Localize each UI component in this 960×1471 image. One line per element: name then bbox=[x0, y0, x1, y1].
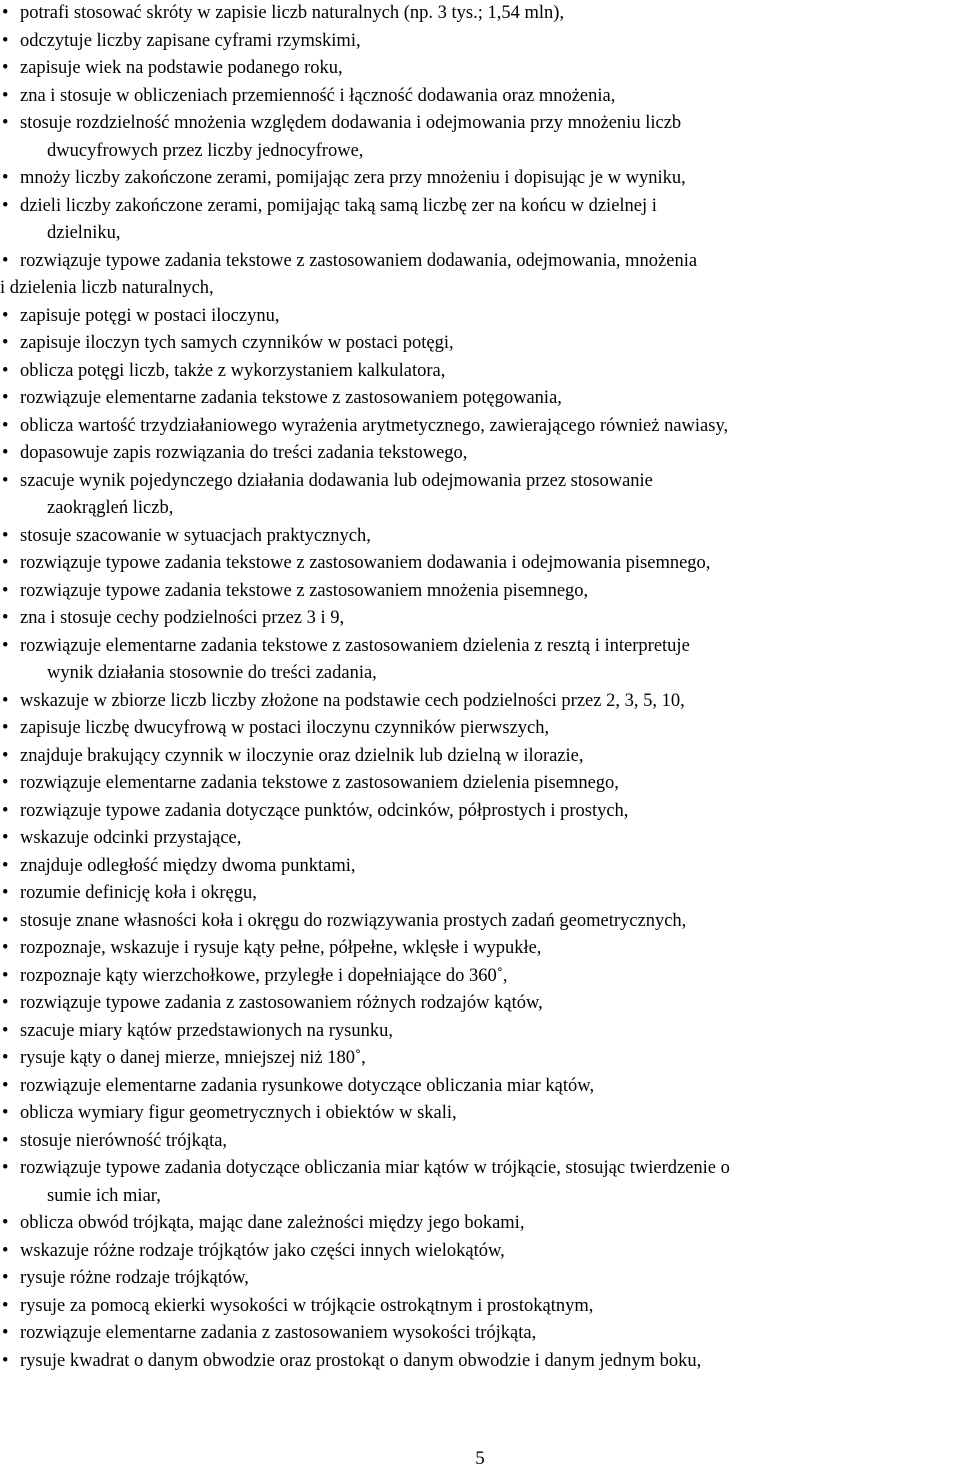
list-item-line: rozwiązuje elementarne zadania tekstowe z zastosowaniem potęgowania, bbox=[20, 388, 562, 408]
list-item bbox=[0, 1100, 960, 1128]
bullet-icon: • bbox=[2, 1158, 9, 1178]
list-item bbox=[0, 83, 960, 111]
list-item-text bbox=[0, 110, 960, 165]
bullet-icon: • bbox=[2, 580, 9, 601]
list-item-text bbox=[0, 605, 960, 633]
list-item-line: zna i stosuje w obliczeniach przemienność i łączność dodawania oraz mnożenia, bbox=[20, 85, 616, 106]
bullet-icon: • bbox=[2, 360, 9, 381]
list-item-text bbox=[0, 413, 960, 441]
list-item-line: rozwiązuje elementarne zadania rysunkowe dotyczące obliczania miar kątów, bbox=[20, 1075, 595, 1096]
list-item bbox=[0, 0, 960, 28]
list-item bbox=[0, 1073, 960, 1101]
bullet-icon: • bbox=[2, 938, 9, 958]
list-item bbox=[0, 990, 960, 1018]
list-item-line: rysuje kąty o danej mierze, mniejszej niż 180˚, bbox=[20, 1048, 366, 1068]
list-item-text bbox=[0, 83, 960, 111]
list-item-text bbox=[0, 770, 960, 798]
bullet-icon: • bbox=[2, 635, 9, 656]
list-item bbox=[0, 1045, 960, 1073]
list-item-line: dopasowuje zapis rozwiązania do treści zadania tekstowego, bbox=[20, 443, 468, 463]
list-item-text bbox=[0, 578, 960, 606]
list-item-text bbox=[0, 1018, 960, 1046]
list-item-text bbox=[0, 248, 960, 303]
list-item bbox=[0, 935, 960, 963]
list-item bbox=[0, 358, 960, 386]
list-item bbox=[0, 1238, 960, 1266]
bullet-icon: • bbox=[2, 30, 9, 51]
list-item-line: dzielniku, bbox=[47, 223, 121, 243]
list-item bbox=[0, 55, 960, 83]
list-item-text bbox=[0, 468, 960, 523]
bullet-icon: • bbox=[2, 85, 9, 106]
list-item-line: wskazuje odcinki przystające, bbox=[20, 828, 242, 848]
list-item bbox=[0, 165, 960, 193]
bullet-icon: • bbox=[2, 333, 9, 353]
list-item-line: stosuje rozdzielność mnożenia względem dodawania i odejmowania przy mnożeniu liczb bbox=[20, 113, 682, 133]
bullet-icon: • bbox=[2, 388, 9, 408]
list-item-line: zaokrągleń liczb, bbox=[47, 498, 174, 518]
list-item bbox=[0, 798, 960, 826]
list-item bbox=[0, 605, 960, 633]
list-item-line: oblicza obwód trójkąta, mając dane zależności między jego bokami, bbox=[20, 1213, 525, 1233]
list-item-line: zapisuje liczbę dwucyfrową w postaci iloczynu czynników pierwszych, bbox=[20, 718, 550, 738]
bullet-icon: • bbox=[2, 3, 9, 23]
list-item bbox=[0, 633, 960, 688]
list-item-text bbox=[0, 1073, 960, 1101]
list-item-text bbox=[0, 550, 960, 578]
bullet-icon: • bbox=[2, 965, 9, 986]
list-item-line: zapisuje potęgi w postaci iloczynu, bbox=[20, 305, 280, 326]
bullet-icon: • bbox=[2, 470, 9, 491]
list-item-line: rozwiązuje typowe zadania tekstowe z zastosowaniem dodawania i odejmowania pisemnego, bbox=[20, 553, 711, 573]
bullet-icon: • bbox=[2, 250, 9, 271]
list-item-line: oblicza wartość trzydziałaniowego wyrażenia arytmetycznego, zawierającego również nawiasy, bbox=[20, 415, 729, 436]
list-item bbox=[0, 440, 960, 468]
list-item-line: oblicza wymiary figur geometrycznych i obiektów w skali, bbox=[20, 1103, 457, 1123]
list-item bbox=[0, 110, 960, 165]
bullet-icon: • bbox=[2, 1213, 9, 1233]
list-item-line: rozwiązuje typowe zadania tekstowe z zastosowaniem dodawania, odejmowania, mnożenia bbox=[20, 250, 698, 271]
list-item bbox=[0, 1320, 960, 1348]
bullet-icon: • bbox=[2, 828, 9, 848]
list-item bbox=[0, 193, 960, 248]
bullet-icon: • bbox=[2, 1048, 9, 1068]
list-item-text bbox=[0, 440, 960, 468]
list-item-text bbox=[0, 935, 960, 963]
list-item bbox=[0, 1265, 960, 1293]
list-item-text bbox=[0, 853, 960, 881]
list-item-text bbox=[0, 1045, 960, 1073]
list-item-text bbox=[0, 990, 960, 1018]
list-item-line: rozwiązuje elementarne zadania z zastosowaniem wysokości trójkąta, bbox=[20, 1323, 537, 1343]
list-item bbox=[0, 468, 960, 523]
bullet-icon: • bbox=[2, 1103, 9, 1123]
list-item-text bbox=[0, 55, 960, 83]
list-item-text bbox=[0, 193, 960, 248]
list-item bbox=[0, 715, 960, 743]
list-item-line: stosuje znane własności koła i okręgu do rozwiązywania prostych zadań geometrycznych, bbox=[20, 910, 687, 931]
bullet-icon: • bbox=[2, 855, 9, 876]
list-item-line: rozwiązuje typowe zadania tekstowe z zastosowaniem mnożenia pisemnego, bbox=[20, 580, 589, 601]
list-item bbox=[0, 1018, 960, 1046]
list-item-text bbox=[0, 165, 960, 193]
list-item-line: rozwiązuje elementarne zadania tekstowe z zastosowaniem dzielenia z resztą i interpretuje bbox=[20, 635, 690, 656]
page-number: 5 bbox=[475, 1448, 485, 1469]
list-item bbox=[0, 1128, 960, 1156]
bullet-icon: • bbox=[2, 800, 9, 821]
bullet-icon: • bbox=[2, 773, 9, 793]
list-item-text bbox=[0, 633, 960, 688]
list-item-line: zapisuje iloczyn tych samych czynników w postaci potęgi, bbox=[20, 333, 454, 353]
list-item-line: mnoży liczby zakończone zerami, pomijając zera przy mnożeniu i dopisując je w wyniku, bbox=[20, 168, 686, 188]
list-item-text bbox=[0, 1348, 960, 1376]
list-item-text bbox=[0, 28, 960, 56]
bullet-icon: • bbox=[2, 195, 9, 216]
list-item-line: wynik działania stosownie do treści zadania, bbox=[47, 663, 377, 683]
bullet-icon: • bbox=[2, 1268, 9, 1288]
bullet-icon: • bbox=[2, 113, 9, 133]
list-item-line: rysuje za pomocą ekierki wysokości w trójkącie ostrokątnym i prostokątnym, bbox=[20, 1295, 594, 1316]
list-item-line: dwucyfrowych przez liczby jednocyfrowe, bbox=[47, 140, 364, 161]
list-item-text bbox=[0, 825, 960, 853]
list-item-text bbox=[0, 1320, 960, 1348]
list-item bbox=[0, 853, 960, 881]
bullet-icon: • bbox=[2, 1350, 9, 1371]
list-item-line: rozwiązuje typowe zadania dotyczące obliczania miar kątów w trójkącie, stosując twierdzenie o bbox=[20, 1158, 730, 1178]
list-item-text bbox=[0, 743, 960, 771]
list-item bbox=[0, 578, 960, 606]
list-item bbox=[0, 825, 960, 853]
bullet-icon: • bbox=[2, 1075, 9, 1096]
list-item bbox=[0, 413, 960, 441]
list-item bbox=[0, 28, 960, 56]
list-item-text bbox=[0, 303, 960, 331]
list-item-line: rozwiązuje elementarne zadania tekstowe z zastosowaniem dzielenia pisemnego, bbox=[20, 773, 619, 793]
list-item-line: odczytuje liczby zapisane cyframi rzymskimi, bbox=[20, 30, 361, 51]
list-item-text bbox=[0, 715, 960, 743]
bullet-icon: • bbox=[2, 1295, 9, 1316]
list-item-text bbox=[0, 1210, 960, 1238]
list-item-line: rozpoznaje, wskazuje i rysuje kąty pełne, półpełne, wklęsłe i wypukłe, bbox=[20, 938, 542, 958]
list-item-text bbox=[0, 523, 960, 551]
list-item-text bbox=[0, 1265, 960, 1293]
list-item-text bbox=[0, 1155, 960, 1210]
bullet-icon: • bbox=[2, 745, 9, 766]
list-item-text bbox=[0, 330, 960, 358]
list-item-line: znajduje brakujący czynnik w iloczynie oraz dzielnik lub dzielną w ilorazie, bbox=[20, 745, 584, 766]
bullet-icon: • bbox=[2, 883, 9, 903]
list-item-line: zapisuje wiek na podstawie podanego roku, bbox=[20, 58, 343, 78]
list-item bbox=[0, 1155, 960, 1210]
list-item bbox=[0, 963, 960, 991]
list-item-text bbox=[0, 358, 960, 386]
bullet-icon: • bbox=[2, 168, 9, 188]
list-item-line: i dzielenia liczb naturalnych, bbox=[0, 278, 214, 298]
bullet-icon: • bbox=[2, 608, 9, 628]
list-item-line: rysuje kwadrat o danym obwodzie oraz prostokąt o danym obwodzie i danym jednym boku, bbox=[20, 1350, 702, 1371]
list-item bbox=[0, 770, 960, 798]
list-item bbox=[0, 688, 960, 716]
list-item-text bbox=[0, 963, 960, 991]
list-item-line: oblicza potęgi liczb, także z wykorzystaniem kalkulatora, bbox=[20, 360, 446, 381]
bullet-icon: • bbox=[2, 305, 9, 326]
bullet-icon: • bbox=[2, 58, 9, 78]
list-item bbox=[0, 303, 960, 331]
list-item-text bbox=[0, 1128, 960, 1156]
list-item-line: rozpoznaje kąty wierzchołkowe, przyległe i dopełniające do 360˚, bbox=[20, 965, 508, 986]
list-item-line: szacuje wynik pojedynczego działania dodawania lub odejmowania przez stosowanie bbox=[20, 470, 653, 491]
list-item bbox=[0, 743, 960, 771]
list-item bbox=[0, 1210, 960, 1238]
list-item bbox=[0, 330, 960, 358]
bullet-icon: • bbox=[2, 1130, 9, 1151]
list-item-line: dzieli liczby zakończone zerami, pomijając taką samą liczbę zer na końcu w dzielnej i bbox=[20, 195, 657, 216]
list-item bbox=[0, 550, 960, 578]
list-item-text bbox=[0, 1293, 960, 1321]
list-item bbox=[0, 908, 960, 936]
list-item-line: rozwiązuje typowe zadania dotyczące punktów, odcinków, półprostych i prostych, bbox=[20, 800, 629, 821]
bullet-icon: • bbox=[2, 443, 9, 463]
bullet-icon: • bbox=[2, 525, 9, 546]
list-item-line: stosuje nierówność trójkąta, bbox=[20, 1130, 228, 1151]
bullet-icon: • bbox=[2, 690, 9, 711]
list-item-line: zna i stosuje cechy podzielności przez 3 i 9, bbox=[20, 608, 345, 628]
list-item-text bbox=[0, 908, 960, 936]
list-item-line: sumie ich miar, bbox=[47, 1185, 161, 1206]
list-item-line: potrafi stosować skróty w zapisie liczb naturalnych (np. 3 tys.; 1,54 mln), bbox=[20, 3, 565, 23]
list-item-text bbox=[0, 880, 960, 908]
list-item-text bbox=[0, 1238, 960, 1266]
list-item-text bbox=[0, 0, 960, 28]
list-item-line: znajduje odległość między dwoma punktami, bbox=[20, 855, 356, 876]
list-item bbox=[0, 1293, 960, 1321]
list-item-text bbox=[0, 1100, 960, 1128]
list-item bbox=[0, 523, 960, 551]
list-item-line: rozumie definicję koła i okręgu, bbox=[20, 883, 257, 903]
bullet-icon: • bbox=[2, 718, 9, 738]
list-item bbox=[0, 248, 960, 303]
bullet-icon: • bbox=[2, 910, 9, 931]
list-item bbox=[0, 385, 960, 413]
list-item-text bbox=[0, 385, 960, 413]
list-item-text bbox=[0, 688, 960, 716]
list-item bbox=[0, 880, 960, 908]
bullet-icon: • bbox=[2, 993, 9, 1013]
bullet-icon: • bbox=[2, 415, 9, 436]
list-item-line: rozwiązuje typowe zadania z zastosowaniem różnych rodzajów kątów, bbox=[20, 993, 543, 1013]
list-item bbox=[0, 1348, 960, 1376]
list-item-line: wskazuje różne rodzaje trójkątów jako części innych wielokątów, bbox=[20, 1240, 505, 1261]
list-item-line: szacuje miary kątów przedstawionych na rysunku, bbox=[20, 1020, 393, 1041]
list-item-line: stosuje szacowanie w sytuacjach praktycznych, bbox=[20, 525, 371, 546]
bullet-icon: • bbox=[2, 1240, 9, 1261]
list-item-line: rysuje różne rodzaje trójkątów, bbox=[20, 1268, 249, 1288]
bullet-icon: • bbox=[2, 553, 9, 573]
list-item-text bbox=[0, 798, 960, 826]
bullet-icon: • bbox=[2, 1020, 9, 1041]
list-item-line: wskazuje w zbiorze liczb liczby złożone na podstawie cech podzielności przez 2, 3, 5, 10, bbox=[20, 690, 685, 711]
bullet-icon: • bbox=[2, 1323, 9, 1343]
